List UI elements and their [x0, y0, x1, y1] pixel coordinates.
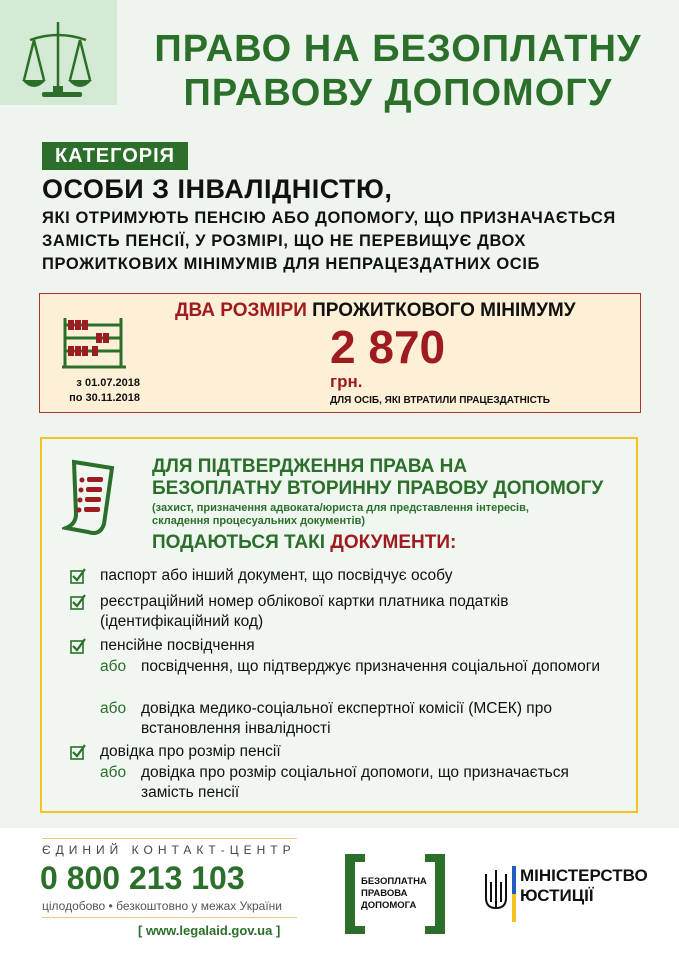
- divider: [42, 917, 297, 918]
- document-item: реєстраційний номер облікової картки платника податків (ідентифікаційний код): [100, 593, 509, 630]
- or-label: або: [100, 700, 127, 717]
- ministry-name: ЮСТИЦІЇ: [520, 886, 594, 905]
- contact-label: ЄДИНИЙ КОНТАКТ-ЦЕНТР: [42, 843, 296, 857]
- date-to: по 30.11.2018: [69, 392, 140, 404]
- abacus-icon: [62, 318, 126, 370]
- minimum-title-red: ДВА РОЗМІРИ: [175, 300, 307, 321]
- divider: [42, 838, 297, 839]
- subsistence-minimum-box: [39, 293, 641, 413]
- checkbox-checked-icon: [70, 568, 86, 584]
- category-line: ПРОЖИТКОВИХ МІНІМУМІВ ДЛЯ НЕПРАЦЕЗДАТНИХ ОСІБ: [42, 255, 540, 273]
- trident-icon: [482, 868, 510, 918]
- website-link[interactable]: [ www.legalaid.gov.ua ]: [138, 923, 281, 938]
- minimum-note: ДЛЯ ОСІБ, ЯКІ ВТРАТИЛИ ПРАЦЕЗДАТНІСТЬ: [330, 395, 550, 406]
- submit-heading-red: ДОКУМЕНТИ:: [330, 532, 457, 553]
- scales-icon: [0, 0, 117, 105]
- checkbox-checked-icon: [70, 744, 86, 760]
- alternative-item: посвідчення, що підтверджує призначення соціальної допомоги: [141, 658, 601, 675]
- currency: грн.: [330, 372, 363, 391]
- logo-text: ДОПОМОГА: [361, 900, 417, 911]
- logo-text: ПРАВОВА: [361, 888, 408, 899]
- alternative-item: довідка про розмір соціальної допомоги, що призначається замість пенсії: [141, 764, 569, 801]
- documents-paren: (захист, призначення адвоката/юриста для представлення інтересів,: [152, 502, 529, 514]
- footer: [0, 828, 679, 960]
- ministry-name: МІНІСТЕРСТВО: [520, 866, 648, 885]
- page-title-line2: ПРАВОВУ ДОПОМОГУ: [183, 72, 613, 114]
- phone-note: цілодобово • безкоштовно у межах України: [42, 899, 282, 913]
- document-item: довідка про розмір пенсії: [100, 743, 281, 760]
- checkbox-checked-icon: [70, 638, 86, 654]
- submit-heading-green: ПОДАЮТЬСЯ ТАКІ: [152, 532, 326, 553]
- page-title-line1: ПРАВО НА БЕЗОПЛАТНУ: [154, 28, 642, 70]
- documents-heading: ДЛЯ ПІДТВЕРДЖЕННЯ ПРАВА НА: [152, 456, 468, 477]
- category-label: КАТЕГОРІЯ: [42, 142, 188, 170]
- document-item: паспорт або інший документ, що посвідчує особу: [100, 567, 453, 584]
- phone-number[interactable]: 0 800 213 103: [40, 860, 245, 896]
- checkbox-checked-icon: [70, 594, 86, 610]
- document-list-icon: [62, 458, 122, 538]
- category-line: ЯКІ ОТРИМУЮТЬ ПЕНСІЮ АБО ДОПОМОГУ, ЩО ПРИЗНАЧАЄТЬСЯ: [42, 209, 616, 227]
- alternative-item: довідка медико-соціальної експертної комісії (МСЕК) про встановлення інвалідності: [141, 700, 552, 737]
- category-heading: ОСОБИ З ІНВАЛІДНІСТЮ,: [42, 174, 393, 204]
- legal-aid-logo: [345, 854, 445, 934]
- or-label: або: [100, 658, 127, 675]
- minimum-title-black: ПРОЖИТКОВОГО МІНІМУМУ: [312, 300, 576, 321]
- date-from: з 01.07.2018: [76, 377, 140, 389]
- documents-paren: складення процесуальних документів): [152, 515, 366, 527]
- flag-yellow-stripe: [512, 894, 516, 922]
- documents-heading: БЕЗОПЛАТНУ ВТОРИННУ ПРАВОВУ ДОПОМОГУ: [152, 478, 604, 499]
- document-item: пенсійне посвідчення: [100, 637, 255, 654]
- or-label: або: [100, 764, 127, 781]
- category-line: ЗАМІСТЬ ПЕНСІЇ, У РОЗМІРІ, ЩО НЕ ПЕРЕВИЩУЄ ДВОХ: [42, 232, 526, 250]
- logo-text: БЕЗОПЛАТНА: [361, 876, 427, 887]
- scales-logo-panel: [0, 0, 117, 105]
- flag-blue-stripe: [512, 866, 516, 894]
- minimum-amount: 2 870: [330, 321, 446, 373]
